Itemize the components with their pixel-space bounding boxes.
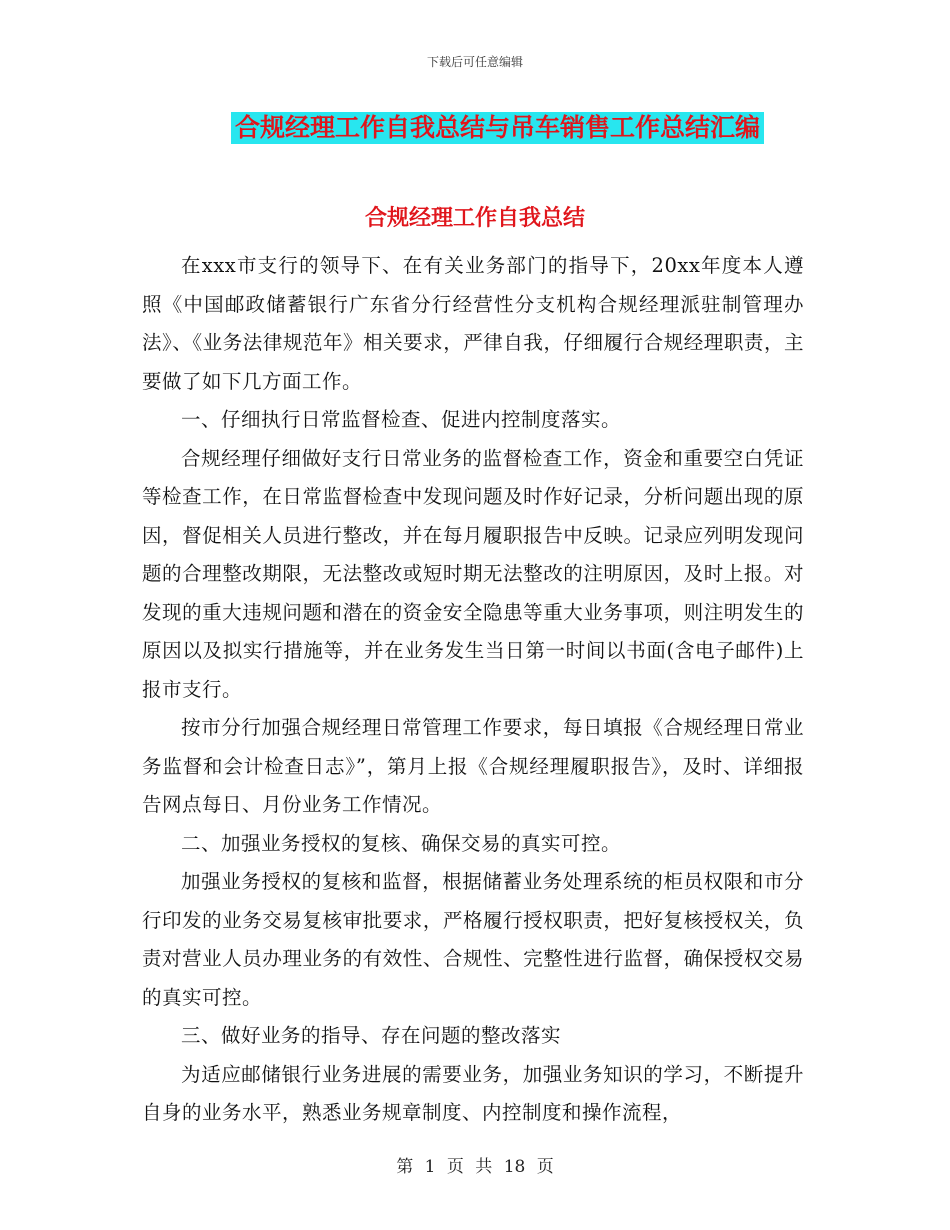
header-note: 下载后可任意编辑 <box>426 55 523 69</box>
page-footer: 第 1 页 共 18 页 <box>396 1157 554 1177</box>
paragraph: 三、做好业务的指导、存在问题的整改落实 <box>181 1024 562 1047</box>
body-text <box>142 247 804 1133</box>
paragraph: 在xxx市支行的领导下、在有关业务部门的指导下，20xx年度本人遵照《中国邮政储蓄银行广东省分行经营性分支机构合规经理派驻制管理办法》、《业务法律规范年》相关要求，严律自我，仔细履行合规经理职责，主要做了如下几方面工作。 <box>142 254 804 393</box>
paragraph: 为适应邮储银行业务进展的需要业务，加强业务知识的学习，不断提升自身的业务水平，熟悉业务规章制度、内控制度和操作流程， <box>142 1062 804 1124</box>
paragraph: 加强业务授权的复核和监督，根据储蓄业务处理系统的柜员权限和市分行印发的业务交易复核审批要求，严格履行授权职责，把好复核授权关，负责对营业人员办理业务的有效性、合规性、完整性进行监督，确保授权交易的真实可控。 <box>142 870 804 1009</box>
document-title: 合规经理工作自我总结与吊车销售工作总结汇编 <box>231 112 764 144</box>
section-title: 合规经理工作自我总结 <box>364 206 585 231</box>
paragraph: 合规经理仔细做好支行日常业务的监督检查工作，资金和重要空白凭证等检查工作，在日常监督检查中发现问题及时作好记录，分析问题出现的原因，督促相关人员进行整改，并在每月履职报告中反映。记录应列明发现问题的合理整改期限，无法整改或短时期无法整改的注明原因，及时上报。对发现的重大违规问题和潜在的资金安全隐患等重大业务事项，则注明发生的原因以及拟实行措施等，并在业务发生当日第一时间以书面(含电子邮件)上报市支行。 <box>142 446 804 701</box>
document-title-container <box>0 112 950 144</box>
paragraph: 一、仔细执行日常监督检查、促进内控制度落实。 <box>181 408 622 431</box>
paragraph: 按市分行加强合规经理日常管理工作要求，每日填报《合规经理日常业务监督和会计检查日志》”，第月上报《合规经理履职报告》，及时、详细报告网点每日、月份业务工作情况。 <box>142 716 804 816</box>
paragraph: 二、加强业务授权的复核、确保交易的真实可控。 <box>181 831 622 855</box>
